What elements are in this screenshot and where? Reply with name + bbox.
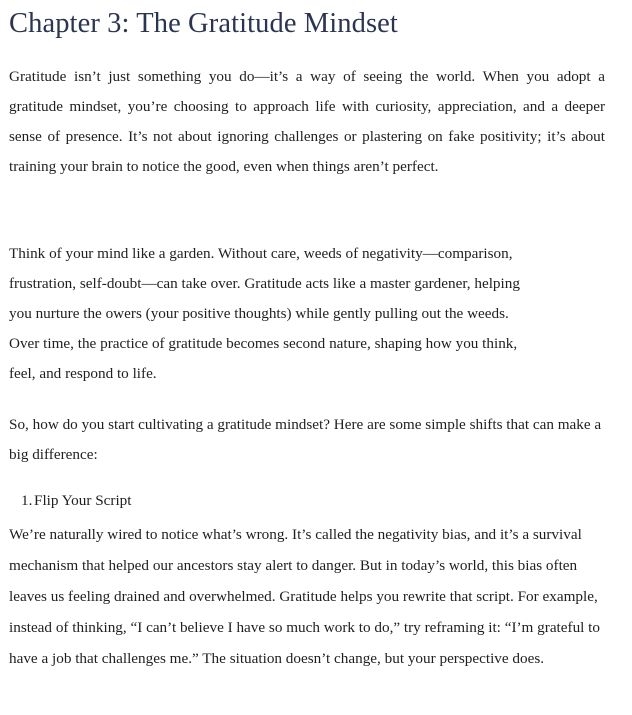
list-item-number: 1.	[21, 492, 33, 509]
paragraph-shifts: So, how do you start cultivating a gratitude mindset? Here are some simple shifts that can make a big difference:	[9, 416, 602, 463]
list-item-flip-your-script	[9, 490, 605, 512]
paragraph-garden: Think of your mind like a garden. Without care, weeds of negativity—comparison, frustration, self-doubt—can take over. Gratitude acts like a master gardener, helping you nurture the owers (your positive thoughts) while gently pulling out the weeds. Over time, the practice of gratitude becomes second nature, shaping how you think, feel, and respond to life.	[9, 245, 520, 382]
document-page	[9, 0, 605, 674]
list-item-label: Flip Your Script	[34, 492, 132, 509]
paragraph-flip-script-body: We’re naturally wired to notice what’s wrong. It’s called the negativity bias, and it’s a survival mechanism that helped our ancestors stay alert to danger. But in today’s world, this bias often leaves us feeling drained and overwhelmed. Gratitude helps you rewrite that script. For example, instead of thinking, “I can’t believe I have so much work to do,” try reframing it: “I’m grateful to have a job that challenges me.” The situation doesn’t change, but your perspective does.	[9, 526, 600, 667]
paragraph-intro: Gratitude isn’t just something you do—it’s a way of seeing the world. When you adopt a gratitude mindset, you’re choosing to approach life with curiosity, appreciation, and a deeper sense of presence. It’s not about ignoring challenges or plastering on fake positivity; it’s about training your brain to notice the good, even when things aren’t perfect.	[9, 68, 605, 175]
chapter-title: Chapter 3: The Gratitude Mindset	[9, 8, 398, 39]
